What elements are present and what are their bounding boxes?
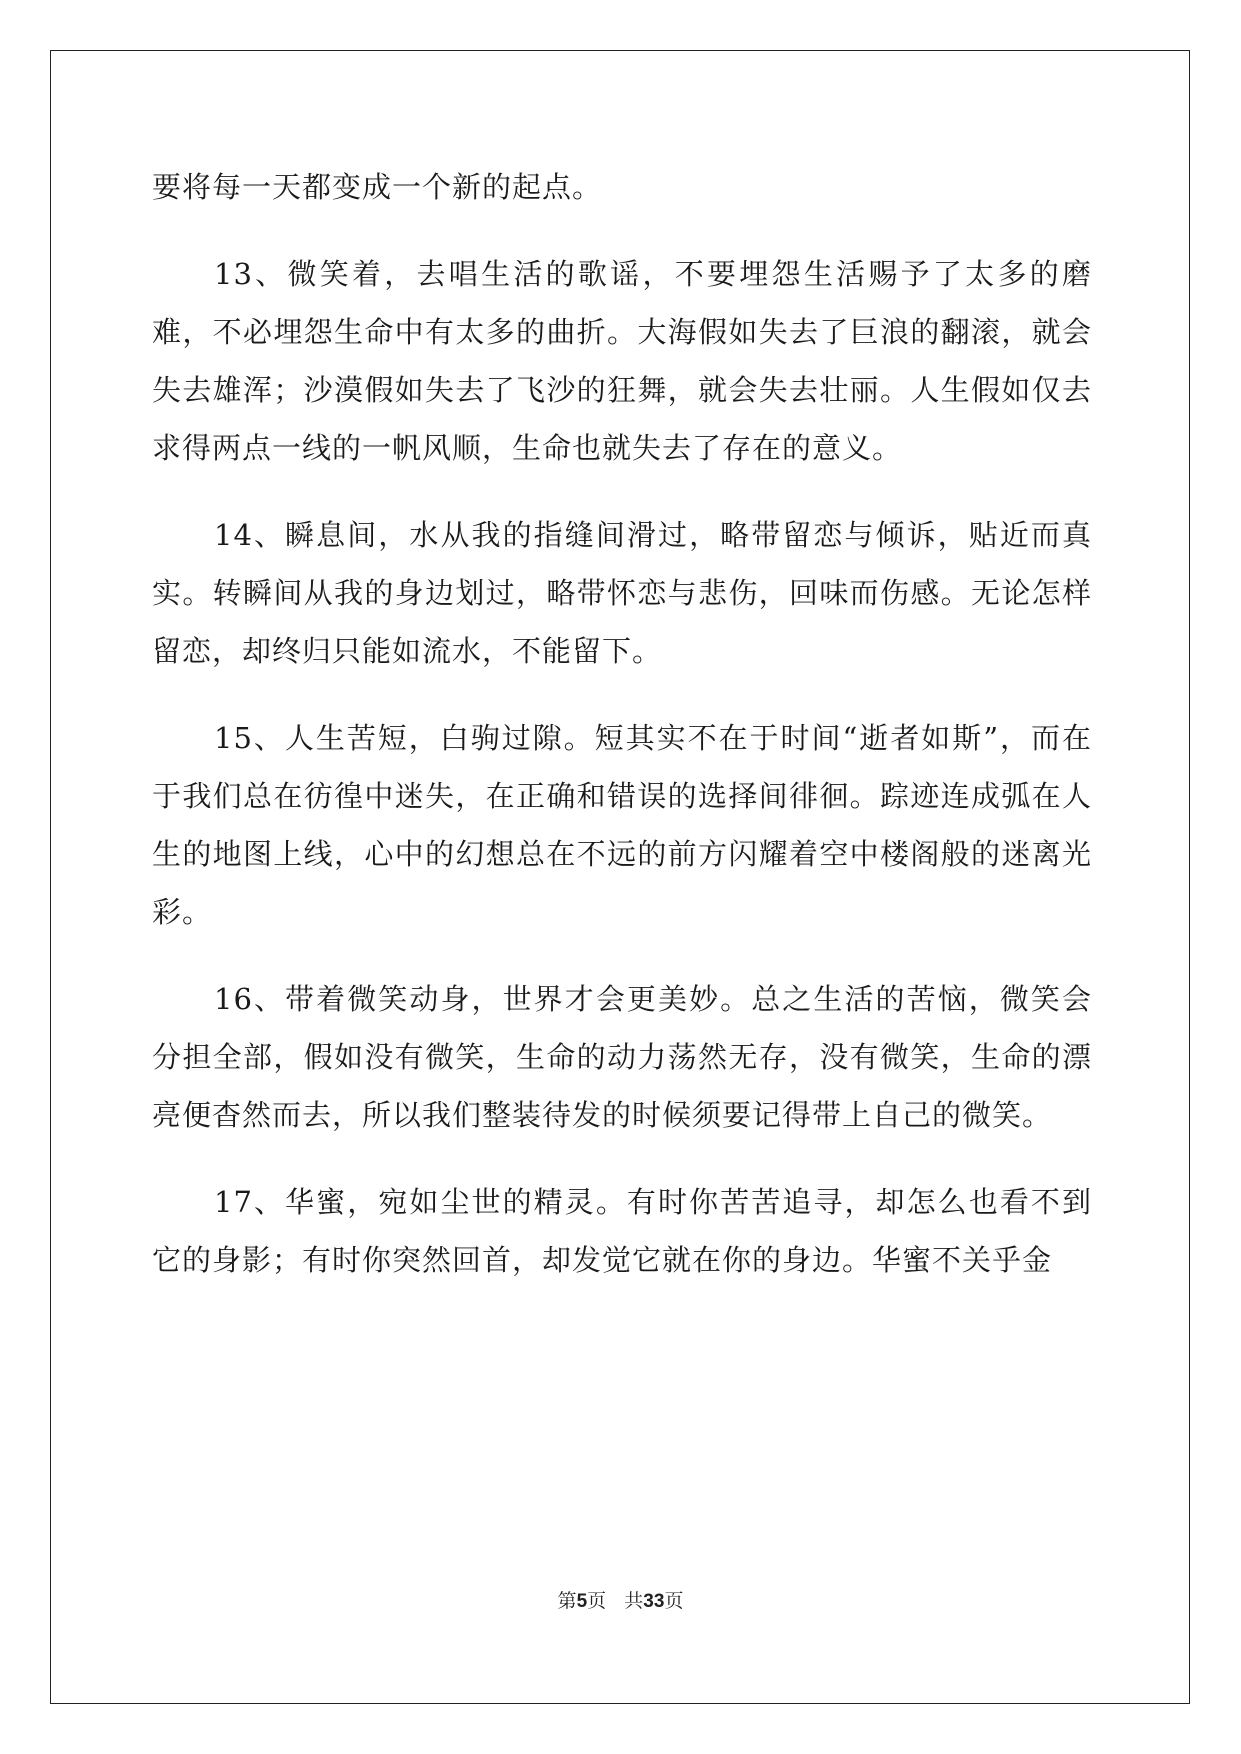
paragraph-14: 14、瞬息间，水从我的指缝间滑过，略带留恋与倾诉，贴近而真实。转瞬间从我的身边划过，略带怀恋与悲伤，回味而伤感。无论怎样留恋，却终归只能如流水，不能留下。 xyxy=(152,518,1092,668)
total-pages: 33 xyxy=(643,1591,665,1612)
paragraph-17: 17、华蜜，宛如尘世的精灵。有时你苦苦追寻，却怎么也看不到它的身影；有时你突然回首，却发觉它就在你的身边。华蜜不关乎金 xyxy=(152,1185,1092,1277)
document-body xyxy=(152,158,1092,1318)
paragraph-0: 要将每一天都变成一个新的起点。 xyxy=(152,170,603,204)
footer-prefix: 第 xyxy=(557,1590,577,1612)
footer-total-suffix: 页 xyxy=(664,1590,684,1612)
paragraph-13: 13、微笑着，去唱生活的歌谣，不要埋怨生活赐予了太多的磨难，不必埋怨生命中有太多的曲折。大海假如失去了巨浪的翻滚，就会失去雄浑；沙漠假如失去了飞沙的狂舞，就会失去壮丽。人生假如仅去求得两点一线的一帆风顺，生命也就失去了存在的意义。 xyxy=(152,257,1092,465)
page-number: 5 xyxy=(576,1591,588,1612)
footer-total-prefix: 共 xyxy=(624,1590,644,1612)
page-footer xyxy=(0,1586,1241,1613)
paragraph-16: 16、带着微笑动身，世界才会更美妙。总之生活的苦恼，微笑会分担全部，假如没有微笑，生命的动力荡然无存，没有微笑，生命的漂亮便杳然而去，所以我们整装待发的时候须要记得带上自己的微笑。 xyxy=(152,982,1092,1132)
footer-page-suffix: 页 xyxy=(587,1590,607,1612)
paragraph-15: 15、人生苦短，白驹过隙。短其实不在于时间“逝者如斯”，而在于我们总在彷徨中迷失，在正确和错误的选择间徘徊。踪迹连成弧在人生的地图上线，心中的幻想总在不远的前方闪耀着空中楼阁般的迷离光彩。 xyxy=(152,721,1092,929)
